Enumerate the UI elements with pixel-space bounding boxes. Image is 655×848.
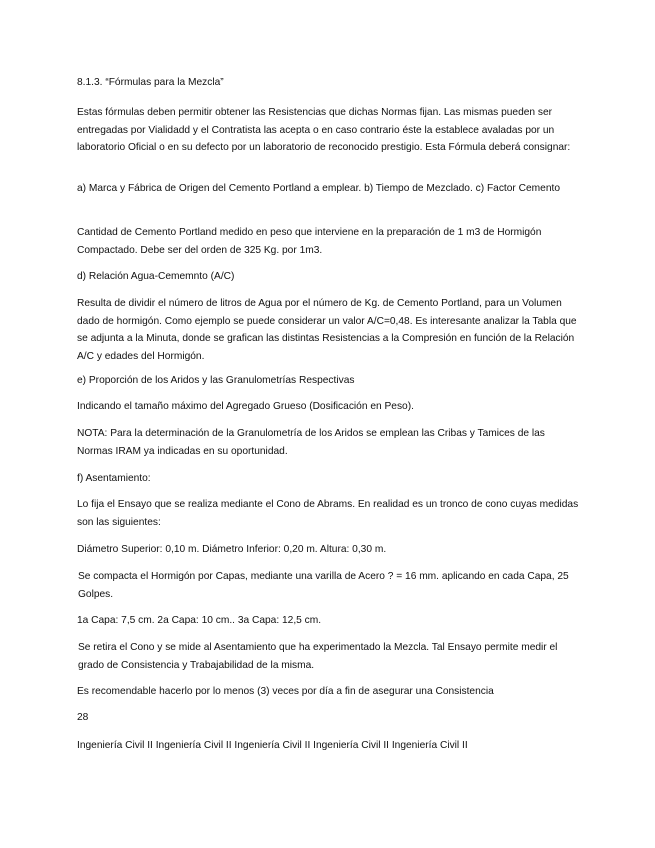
section-heading: 8.1.3. “Fórmulas para la Mezcla” <box>77 77 224 88</box>
paragraph-recomendacion: Es recomendable hacerlo por lo menos (3) veces por día a fin de asegurar una Consistencia <box>77 686 494 697</box>
paragraph-item-e: e) Proporción de los Aridos y las Granulometrías Respectivas <box>77 375 355 386</box>
paragraph-capas: 1a Capa: 7,5 cm. 2a Capa: 10 cm.. 3a Capa: 12,5 cm. <box>77 615 322 626</box>
paragraph-cono-abrams: Lo fija el Ensayo que se realiza mediante el Cono de Abrams. En realidad es un tronco de cono cuyas medidas son las siguientes: <box>77 499 579 528</box>
paragraph-nota: NOTA: Para la determinación de la Granulometría de los Aridos se emplean las Cribas y Tamices de las Normas IRAM ya indicadas en su oportunidad. <box>77 428 545 457</box>
page-footer: Ingeniería Civil II Ingeniería Civil II Ingeniería Civil II Ingeniería Civil II Ingeniería Civil II <box>77 740 468 751</box>
paragraph-diametros: Diámetro Superior: 0,10 m. Diámetro Inferior: 0,20 m. Altura: 0,30 m. <box>77 544 387 555</box>
paragraph-item-a-b-c: a) Marca y Fábrica de Origen del Cemento Portland a emplear. b) Tiempo de Mezclado. c) Factor Cemento <box>77 183 560 194</box>
paragraph-formulas-intro: Estas fórmulas deben permitir obtener las Resistencias que dichas Normas fijan. Las mismas pueden ser entregadas por Vialidadd y el Contratista las acepta o en caso contrario éste la establece avaladas por un laboratorio Oficial o en su defecto por un laboratorio de reconocido prestigio. Esta Fórmula deberá consignar: <box>77 107 571 153</box>
paragraph-compactacion: Se compacta el Hormigón por Capas, mediante una varilla de Acero ? = 16 mm. aplicando en cada Capa, 25 Golpes. <box>78 571 569 600</box>
paragraph-relacion-ac: Resulta de dividir el número de litros de Agua por el número de Kg. de Cemento Portland, para un Volumen dado de hormigón. Como ejemplo se puede considerar un valor A/C=0,48. Es interesante analizar la Tabla que se adjunta a la Minuta, donde se grafican las distintas Resistencias a la Compresión en función de la Relación A/C y edades del Hormigón. <box>77 298 577 362</box>
paragraph-asentamiento: Se retira el Cono y se mide al Asentamiento que ha experimentado la Mezcla. Tal Ensayo permite medir el grado de Consistencia y Trabajabilidad de la misma. <box>78 642 558 671</box>
paragraph-item-d: d) Relación Agua-Cememnto (A/C) <box>77 271 235 282</box>
page-number: 28 <box>77 712 89 723</box>
paragraph-item-f: f) Asentamiento: <box>77 473 151 484</box>
paragraph-tamano-maximo: Indicando el tamaño máximo del Agregado Grueso (Dosificación en Peso). <box>77 401 414 412</box>
paragraph-factor-cemento: Cantidad de Cemento Portland medido en peso que interviene en la preparación de 1 m3 de Hormigón Compactado. Debe ser del orden de 325 Kg. por 1m3. <box>77 227 542 256</box>
